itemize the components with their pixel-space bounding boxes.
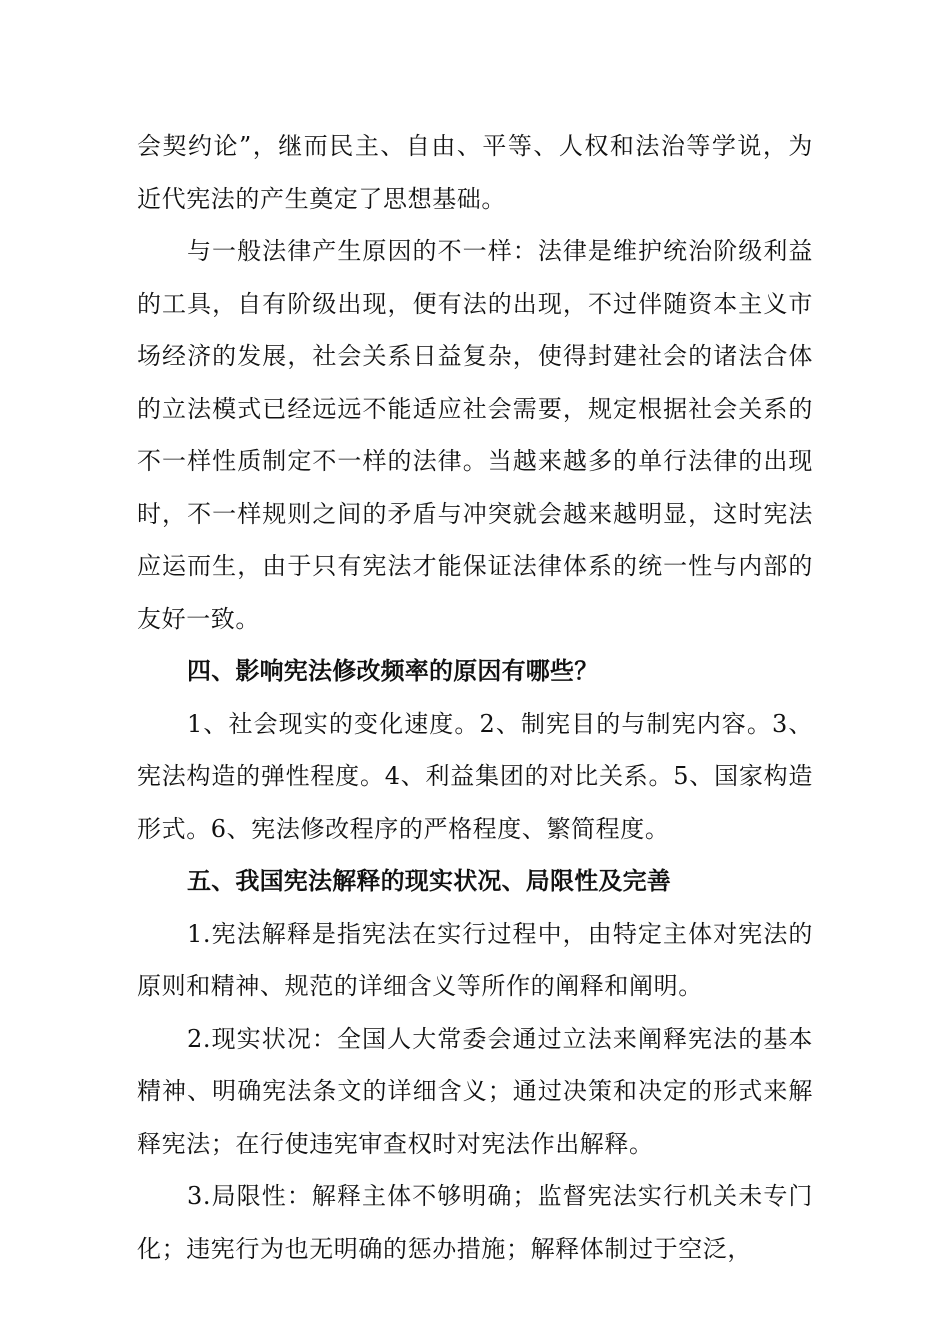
- paragraph-limitations: 3.局限性：解释主体不够明确；监督宪法实行机关未专门化；违宪行为也无明确的惩办措施；解释体制过于空泛，: [137, 1182, 813, 1263]
- paragraph-interpretation-definition: 1.宪法解释是指宪法在实行过程中，由特定主体对宪法的原则和精神、规范的详细含义等所作的阐释和阐明。: [137, 919, 813, 1000]
- paragraph-law-origin-difference: 与一般法律产生原因的不一样：法律是维护统治阶级利益的工具，自有阶级出现，便有法的出现，不过伴随资本主义市场经济的发展，社会关系日益复杂，使得封建社会的诸法合体的立法模式已经远远不能适应社会需要，规定根据社会关系的不一样性质制定不一样的法律。当越来越多的单行法律的出现时，不一样规则之间的矛盾与冲突就会越来越明显，这时宪法应运而生，由于只有宪法才能保证法律体系的统一性与内部的友好一致。: [137, 237, 813, 633]
- section-heading-constitutional-interpretation: 五、我国宪法解释的现实状况、局限性及完善: [187, 867, 671, 895]
- paragraph-current-situation: 2.现实状况：全国人大常委会通过立法来阐释宪法的基本精神、明确宪法条文的详细含义；通过决策和决定的形式来解释宪法；在行使违宪审查权时对宪法作出解释。: [137, 1024, 813, 1158]
- section-heading-amendment-frequency: 四、影响宪法修改频率的原因有哪些？: [187, 657, 599, 685]
- document-body: [137, 120, 813, 1275]
- paragraph-social-contract-continuation: 会契约论”，继而民主、自由、平等、人权和法治等学说，为近代宪法的产生奠定了思想基础。: [137, 132, 813, 213]
- paragraph-amendment-factors: 1、社会现实的变化速度。2、制宪目的与制宪内容。3、宪法构造的弹性程度。4、利益集团的对比关系。5、国家构造形式。6、宪法修改程序的严格程度、繁简程度。: [137, 709, 813, 843]
